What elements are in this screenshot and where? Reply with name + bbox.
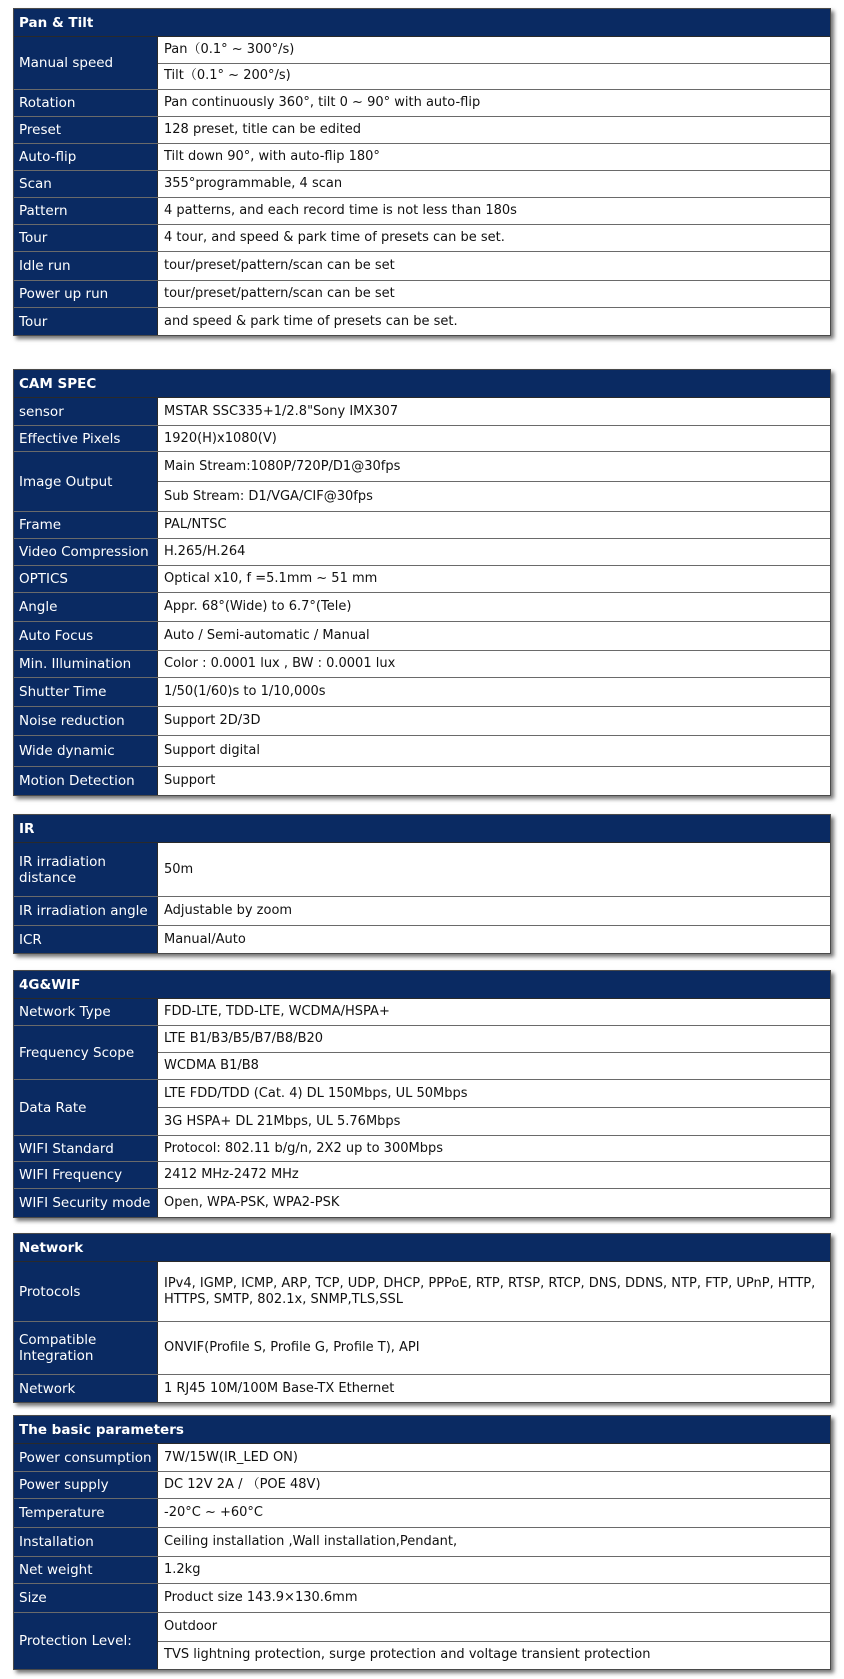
spec-value: Tilt（0.1° ~ 200°/s) <box>158 63 830 90</box>
spec-label: Tour <box>14 308 158 335</box>
spec-label: Protection Level: <box>14 1613 158 1669</box>
spec-value: Sub Stream: D1/VGA/CIF@30fps <box>158 481 830 511</box>
spec-row <box>14 677 830 706</box>
spec-row <box>14 1262 830 1321</box>
spec-row <box>14 735 830 766</box>
spec-value: and speed & park time of presets can be set. <box>164 313 458 329</box>
spec-value: Auto / Semi-automatic / Manual <box>164 628 370 643</box>
spec-row <box>14 1527 830 1556</box>
spec-value: Outdoor <box>164 1618 218 1634</box>
spec-row <box>14 1321 830 1374</box>
spec-label: Network Type <box>14 999 158 1025</box>
section-ir <box>13 814 831 954</box>
spec-row <box>14 224 830 251</box>
spec-row <box>14 766 830 795</box>
spec-row <box>14 398 830 425</box>
spec-row <box>14 592 830 621</box>
spec-value: tour/preset/pattern/scan can be set <box>164 258 395 273</box>
spec-row <box>14 1612 830 1669</box>
spec-label: Rotation <box>14 90 158 116</box>
spec-label: Wide dynamic <box>14 736 158 766</box>
spec-label: Angle <box>14 593 158 621</box>
spec-label: Pattern <box>14 198 158 224</box>
spec-row <box>14 621 830 650</box>
spec-label: Compatible Integration <box>14 1322 158 1374</box>
spec-row <box>14 565 830 592</box>
spec-value: Manual/Auto <box>164 931 246 947</box>
spec-label: Network <box>14 1375 158 1402</box>
spec-value: Support digital <box>164 743 260 758</box>
spec-value: Main Stream:1080P/720P/D1@30fps <box>164 458 401 474</box>
spec-label: WIFI Security mode <box>14 1189 158 1217</box>
spec-label: Power consumption <box>14 1444 158 1471</box>
spec-label: Frame <box>14 512 158 538</box>
spec-label: sensor <box>14 398 158 425</box>
spec-value: 4 tour, and speed & park time of presets can be set. <box>164 230 505 245</box>
spec-value: Ceiling installation ,Wall installation,Pendant, <box>164 1534 458 1549</box>
section-network <box>13 1233 831 1403</box>
spec-label: Protocols <box>14 1262 158 1321</box>
spec-label: ICR <box>14 926 158 953</box>
spec-row <box>14 170 830 197</box>
spec-row <box>14 538 830 565</box>
spec-value: ONVIF(Profile S, Profile G, Profile T), API <box>164 1340 420 1355</box>
spec-value: LTE B1/B3/B5/B7/B8/B20 <box>164 1031 324 1046</box>
spec-row <box>14 425 830 451</box>
spec-label: Temperature <box>14 1499 158 1527</box>
spec-row <box>14 896 830 925</box>
section-4g-wifi <box>13 970 831 1218</box>
spec-value: PAL/NTSC <box>164 517 227 532</box>
spec-value: 1/50(1/60)s to 1/10,000s <box>164 684 326 699</box>
spec-value: Pan continuously 360°, tilt 0 ~ 90° with auto-flip <box>164 95 481 110</box>
spec-label: Idle run <box>14 252 158 280</box>
spec-value: 3G HSPA+ DL 21Mbps, UL 5.76Mbps <box>158 1107 830 1135</box>
spec-label: Power up run <box>14 281 158 307</box>
spec-value: tour/preset/pattern/scan can be set <box>164 286 395 301</box>
spec-value: 4 patterns, and each record time is not less than 180s <box>164 203 517 218</box>
spec-row <box>14 1583 830 1612</box>
spec-row <box>14 1444 830 1471</box>
spec-value: Support 2D/3D <box>164 713 261 728</box>
spec-row <box>14 925 830 953</box>
spec-value: Adjustable by zoom <box>164 903 293 918</box>
spec-row <box>14 1079 830 1135</box>
spec-label: Noise reduction <box>14 707 158 735</box>
spec-label: Shutter Time <box>14 678 158 706</box>
spec-row <box>14 280 830 307</box>
spec-row <box>14 706 830 735</box>
spec-label: Power supply <box>14 1472 158 1498</box>
section-title: CAM SPEC <box>14 370 830 398</box>
spec-label: Image Output <box>14 452 158 511</box>
section-cam-spec <box>13 369 831 796</box>
spec-label: Frequency Scope <box>14 1026 158 1079</box>
section-pan-tilt <box>13 8 831 336</box>
spec-label: Auto-flip <box>14 144 158 170</box>
spec-value: 7W/15W(IR_LED ON) <box>164 1449 298 1465</box>
spec-value: LTE FDD/TDD (Cat. 4) DL 150Mbps, UL 50Mbps <box>164 1085 468 1101</box>
spec-row <box>14 251 830 280</box>
spec-label: Scan <box>14 171 158 197</box>
spec-value: MSTAR SSC335+1/2.8"Sony IMX307 <box>164 403 399 419</box>
spec-value: FDD-LTE, TDD-LTE, WCDMA/HSPA+ <box>164 1004 390 1019</box>
spec-label: Tour <box>14 225 158 251</box>
spec-value: 2412 MHz-2472 MHz <box>164 1167 299 1182</box>
spec-row <box>14 1374 830 1402</box>
spec-label: OPTICS <box>14 566 158 592</box>
spec-value: TVS lightning protection, surge protection and voltage transient protection <box>158 1641 830 1670</box>
spec-value: Color : 0.0001 lux , BW : 0.0001 lux <box>164 656 396 671</box>
spec-value: 1 RJ45 10M/100M Base-TX Ethernet <box>164 1380 395 1396</box>
spec-row <box>14 89 830 116</box>
spec-value: 1.2kg <box>164 1562 201 1577</box>
spec-row <box>14 1556 830 1583</box>
section-title: 4G&WIF <box>14 971 830 999</box>
spec-value: 50m <box>164 861 194 877</box>
spec-value: Open, WPA-PSK, WPA2-PSK <box>164 1195 340 1210</box>
spec-value: WCDMA B1/B8 <box>158 1052 830 1079</box>
spec-label: Size <box>14 1584 158 1612</box>
spec-label: Data Rate <box>14 1080 158 1135</box>
spec-label: Net weight <box>14 1557 158 1583</box>
spec-value: 1920(H)x1080(V) <box>164 430 277 446</box>
spec-row <box>14 307 830 335</box>
spec-row <box>14 37 830 89</box>
spec-value: IPv4, IGMP, ICMP, ARP, TCP, UDP, DHCP, PPPoE, RTP, RTSP, RTCP, DNS, DDNS, NTP, FTP, UPnP, HTTP, HTTPS, SMTP, 802.1x, SNMP,TLS,SSL <box>164 1275 816 1307</box>
spec-label: WIFI Standard <box>14 1136 158 1161</box>
spec-label: Video Compression <box>14 539 158 565</box>
spec-row <box>14 1161 830 1188</box>
spec-row <box>14 1025 830 1079</box>
spec-label: WIFI Frequency <box>14 1162 158 1188</box>
spec-row <box>14 1188 830 1217</box>
spec-value: Tilt down 90°, with auto-flip 180° <box>164 149 380 164</box>
spec-label: Installation <box>14 1528 158 1556</box>
spec-value: Pan（0.1° ~ 300°/s) <box>164 41 295 57</box>
spec-value: 128 preset, title can be edited <box>164 122 362 137</box>
section-title: Pan & Tilt <box>14 9 830 37</box>
spec-row <box>14 116 830 143</box>
section-basic-parameters <box>13 1415 831 1670</box>
spec-label: Auto Focus <box>14 622 158 650</box>
spec-row <box>14 511 830 538</box>
spec-label: Preset <box>14 117 158 143</box>
spec-label: Effective Pixels <box>14 426 158 451</box>
spec-value: Support <box>164 773 216 788</box>
spec-row <box>14 197 830 224</box>
spec-row <box>14 650 830 677</box>
spec-value: -20°C ~ +60°C <box>164 1505 263 1520</box>
section-title: IR <box>14 815 830 843</box>
spec-value: DC 12V 2A / （POE 48V) <box>164 1477 321 1492</box>
spec-row <box>14 1498 830 1527</box>
spec-value: Protocol: 802.11 b/g/n, 2X2 up to 300Mbps <box>164 1140 443 1156</box>
spec-value: Appr. 68°(Wide) to 6.7°(Tele) <box>164 599 352 614</box>
spec-value: H.265/H.264 <box>164 544 246 559</box>
spec-label: Motion Detection <box>14 767 158 795</box>
spec-label: IR irradiation distance <box>14 843 158 896</box>
spec-row <box>14 143 830 170</box>
section-title: Network <box>14 1234 830 1262</box>
spec-label: Min. Illumination <box>14 651 158 677</box>
spec-row <box>14 843 830 896</box>
spec-value: Product size 143.9×130.6mm <box>164 1590 358 1605</box>
spec-label: Manual speed <box>14 37 158 89</box>
spec-value: 355°programmable, 4 scan <box>164 176 343 191</box>
spec-label: IR irradiation angle <box>14 897 158 925</box>
section-title: The basic parameters <box>14 1416 830 1444</box>
spec-row <box>14 1471 830 1498</box>
spec-value: Optical x10, f =5.1mm ~ 51 mm <box>164 571 378 586</box>
spec-row <box>14 999 830 1025</box>
spec-row <box>14 1135 830 1161</box>
spec-row <box>14 451 830 511</box>
